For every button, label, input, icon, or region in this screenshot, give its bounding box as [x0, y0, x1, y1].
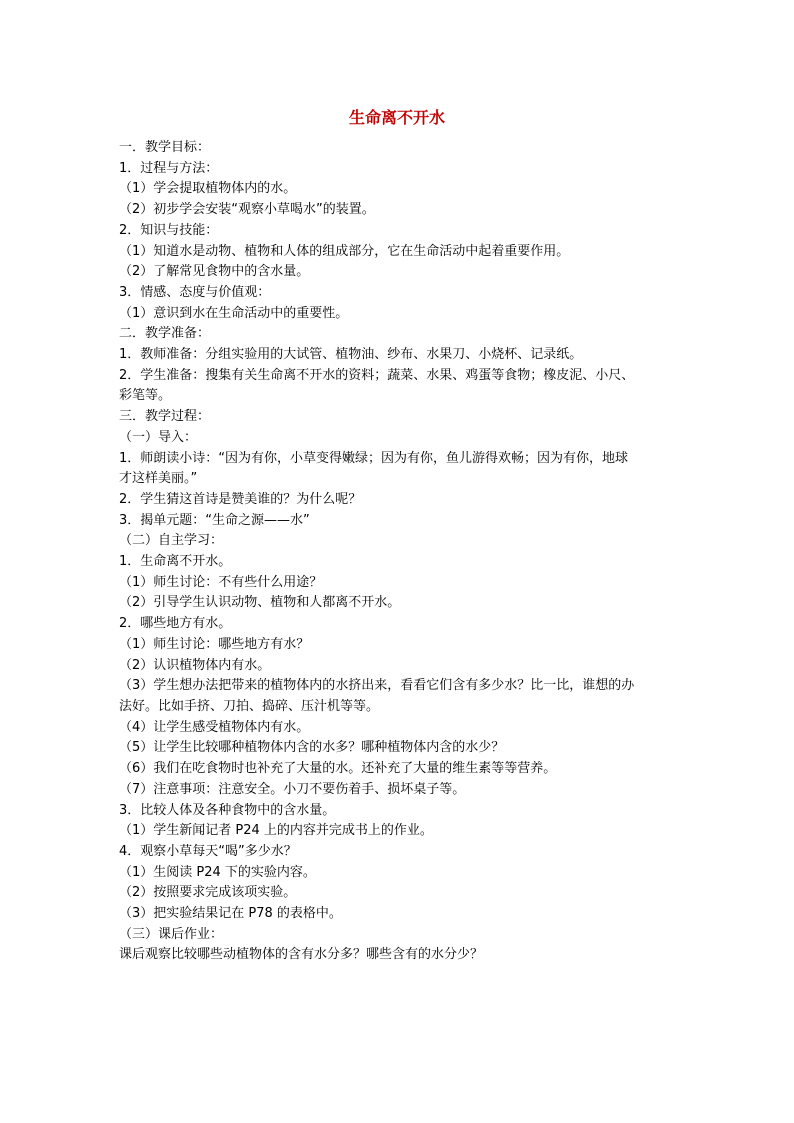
body-line: 一．教学目标：: [119, 140, 211, 155]
body-line: 1．教师准备：分组实验用的大试管、植物油、纱布、水果刀、小烧杯、记录纸。: [119, 347, 583, 363]
body-line: 1．生命离不开水。: [119, 554, 232, 570]
body-line: 才这样美丽。”: [119, 471, 198, 487]
body-line: 1．过程与方法：: [119, 160, 219, 176]
body-line: （1）知道水是动物、植物和人体的组成部分，它在生命活动中起着重要作用。: [119, 243, 570, 259]
body-line: （1）学会提取植物体内的水。: [119, 181, 297, 197]
body-line: 3．揭单元题：“生命之源——水”: [119, 512, 310, 528]
body-line: 3．比较人体及各种食物中的含水量。: [119, 802, 336, 818]
body-line: （2）按照要求完成该项实验。: [119, 885, 297, 901]
body-line: 2．学生猜这首诗是赞美谁的？为什么呢？: [119, 491, 362, 507]
body-line: （7）注意事项：注意安全。小刀不要伤着手、损坏桌子等。: [119, 781, 466, 797]
body-line: （2）认识植物体内有水。: [119, 657, 271, 673]
document-body: [119, 138, 679, 966]
body-line: （5）让学生比较哪种植物体内含的水多？哪种植物体内含的水少？: [119, 740, 505, 756]
body-line: （三）课后作业：: [119, 926, 224, 942]
body-line: （4）让学生感受植物体内有水。: [119, 719, 310, 735]
body-line: 1．师朗读小诗：“因为有你，小草变得嫩绿；因为有你，鱼儿游得欢畅；因为有你，地球: [119, 450, 629, 466]
body-line: （2）了解常见食物中的含水量。: [119, 264, 310, 280]
body-line: （一）导入：: [119, 429, 198, 445]
body-line: （6）我们在吃食物时也补充了大量的水。还补充了大量的维生素等等营养。: [119, 761, 557, 777]
body-line: （2）引导学生认识动物、植物和人都离不开水。: [119, 595, 401, 611]
body-line: （3）把实验结果记在 P78 的表格中。: [119, 906, 342, 922]
body-line: （二）自主学习：: [119, 533, 224, 549]
body-line: 2．哪些地方有水。: [119, 616, 232, 632]
body-line: 二．教学准备：: [119, 326, 211, 342]
body-line: （1）师生讨论：哪些地方有水？: [119, 636, 310, 652]
body-line: （1）生阅读 P24 下的实验内容。: [119, 864, 316, 880]
body-line: 2．知识与技能：: [119, 222, 219, 238]
body-line: 法好。比如手挤、刀拍、捣碎、压汁机等等。: [119, 698, 380, 714]
body-line: 课后观察比较哪些动植物体的含有水分多？哪些含有的水分少？: [119, 947, 484, 963]
body-line: 2．学生准备：搜集有关生命离不开水的资料；蔬菜、水果、鸡蛋等食物；橡皮泥、小尺、: [119, 367, 635, 383]
document-title: 生命离不开水: [348, 108, 445, 127]
body-line: （1）师生讨论：不有些什么用途？: [119, 574, 323, 590]
body-line: （1）意识到水在生命活动中的重要性。: [119, 305, 349, 321]
body-line: （3）学生想办法把带来的植物体内的水挤出来，看看它们含有多少水？比一比，谁想的办: [119, 678, 635, 694]
body-line: 三．教学过程：: [119, 409, 211, 425]
body-line: 3．情感、态度与价值观：: [119, 284, 271, 300]
body-line: 4．观察小草每天“喝”多少水？: [119, 843, 297, 859]
body-line: （2）初步学会安装“观察小草喝水”的装置。: [119, 202, 375, 218]
body-line: （1）学生新闻记者 P24 上的内容并完成书上的作业。: [119, 823, 433, 839]
body-line: 彩笔等。: [119, 388, 172, 404]
